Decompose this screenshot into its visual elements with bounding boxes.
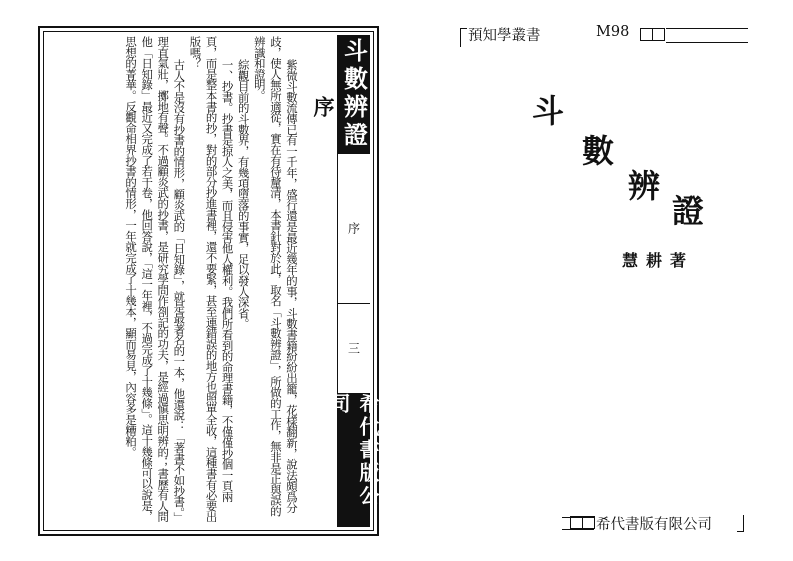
series-rule <box>666 28 748 29</box>
book-title-char: 證 <box>672 192 705 230</box>
publisher-box-mark <box>582 516 595 529</box>
series-name: 預知學叢書 <box>468 28 541 44</box>
side-strip <box>327 35 380 527</box>
series-header <box>458 20 748 50</box>
strip-page-number <box>338 303 370 394</box>
series-corner-mark <box>460 28 467 47</box>
preface-paragraph: 紫微斗數流傳已有一千年，盛行還是最近幾年的事，斗數書籍紛紛出籠，花樣翻新，說法頗爲分歧，使人無所適從，實在有待釐清，本書針對於此，取名「斗數辨證」，所做的工作，無非是正與誤的辨識和證明。 <box>252 36 299 517</box>
strip-section-label <box>338 153 370 304</box>
strip-publisher-text: 希代書版公司 <box>327 393 380 508</box>
book-title-char: 辨 <box>628 167 661 205</box>
publisher-rule <box>562 529 594 530</box>
preface-paragraph: 一、抄書。抄書是掠人之美，而且侵害他人權利。我們所看到的命理書籍，不僅僅抄個一頁兩頁，而是整本書的抄，對的部分抄進書裡，還不要緊，甚至連錯誤的地方也照單全收，這種書有必要出版嗎？ <box>188 36 235 522</box>
preface-paragraph: 綜觀目前的斗數界，有幾項墮落的事實，足以發人深省。 <box>236 58 251 329</box>
publisher-footer <box>562 512 744 536</box>
book-title-char: 斗 <box>532 92 565 130</box>
publisher-corner-mark <box>737 515 744 532</box>
author-line: 慧耕著 <box>622 251 695 270</box>
publisher-name: 希代書版有限公司 <box>596 517 712 533</box>
strip-section-text: 序 <box>346 222 361 234</box>
preface-body <box>60 36 300 522</box>
series-code: M98 <box>596 24 630 40</box>
series-box-mark <box>652 28 665 41</box>
strip-book-title <box>338 35 370 154</box>
strip-page-number-text: 三 <box>346 342 361 354</box>
strip-publisher <box>327 393 380 527</box>
preface-heading: 序 <box>311 96 336 117</box>
strip-book-title-text: 斗數辨證 <box>339 38 369 150</box>
series-rule <box>666 42 748 43</box>
book-title-char: 數 <box>582 132 615 170</box>
preface-paragraph: 古人不是沒有抄書的情形，顧炎武的「日知錄」，就是最著名的一本，他還說：「著書不如抄書。」理直氣壯，擲地有聲。不過顧炎武的抄書，是研究學問作劄記的功夫，是經過愼思明辨的；書歷有人問他「日知錄」最近又完成了若干卷，他回答說，「這一年裡，不過完成了十幾條」。這十幾條可以說是，思想的菁華。反觀命相界抄書的情形，一年就完成了十幾本，顯而易見，內容多是糟粕。 <box>124 36 187 522</box>
